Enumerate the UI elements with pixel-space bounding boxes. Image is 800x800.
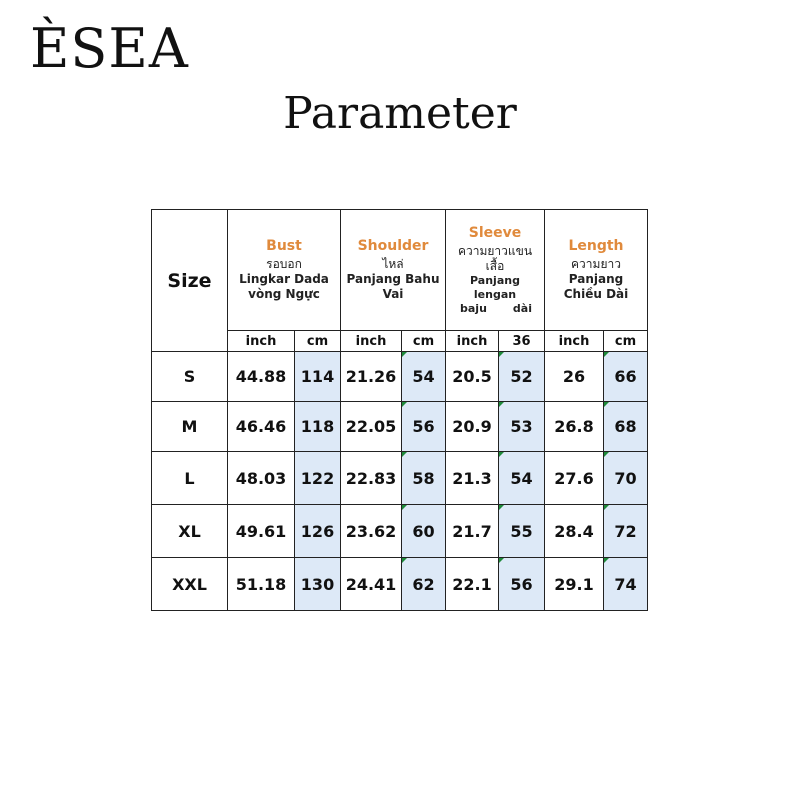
shoulder-unit-inch: inch [341, 331, 402, 352]
bust-inch-value: 51.18 [228, 558, 295, 611]
sleeve-unit-cm: 36 [499, 331, 545, 352]
length-unit-cm: cm [604, 331, 648, 352]
shoulder-unit-cm: cm [402, 331, 446, 352]
page-title: Parameter [283, 88, 517, 139]
length-cm-value: 72 [604, 505, 648, 558]
length-cm-value: 66 [604, 352, 648, 402]
bust-vietnamese: vòng Ngực [248, 287, 320, 302]
sleeve-malay: Panjang lengan [470, 274, 520, 301]
bust-cm-value: 130 [295, 558, 341, 611]
size-label: XL [152, 505, 228, 558]
sleeve-extra-right: dài [512, 301, 532, 315]
bust-cm-value: 122 [295, 452, 341, 505]
shoulder-inch-value: 24.41 [341, 558, 402, 611]
sleeve-extra-left: baju [460, 301, 487, 315]
shoulder-thai: ไหล่ [382, 257, 404, 272]
bust-inch-value: 44.88 [228, 352, 295, 402]
shoulder-inch-value: 23.62 [341, 505, 402, 558]
shoulder-inch-value: 22.05 [341, 402, 402, 452]
bust-malay: Lingkar Dada [239, 272, 329, 287]
size-label: L [152, 452, 228, 505]
sleeve-inch-value: 21.3 [446, 452, 499, 505]
length-cm-value: 74 [604, 558, 648, 611]
table-row [152, 558, 648, 611]
sleeve-header [446, 210, 545, 331]
sleeve-cm-value: 54 [499, 452, 545, 505]
size-column-header: Size [152, 210, 228, 352]
sleeve-cm-value: 56 [499, 558, 545, 611]
shoulder-title: Shoulder [357, 237, 429, 254]
table-row [152, 452, 648, 505]
sleeve-unit-inch: inch [446, 331, 499, 352]
sleeve-inch-value: 21.7 [446, 505, 499, 558]
length-inch-value: 27.6 [545, 452, 604, 505]
length-inch-value: 28.4 [545, 505, 604, 558]
brand-logo: ÈSEA [30, 17, 189, 80]
bust-title: Bust [266, 237, 302, 254]
length-inch-value: 26.8 [545, 402, 604, 452]
length-thai: ความยาว [571, 257, 621, 272]
bust-cm-value: 118 [295, 402, 341, 452]
bust-inch-value: 46.46 [228, 402, 295, 452]
sleeve-thai-2: เสื้อ [485, 259, 505, 274]
shoulder-cm-value: 62 [402, 558, 446, 611]
shoulder-cm-value: 60 [402, 505, 446, 558]
sleeve-thai-1: ความยาวแขน [457, 244, 533, 259]
shoulder-cm-value: 54 [402, 352, 446, 402]
shoulder-vietnamese: Vai [382, 287, 404, 302]
bust-unit-cm: cm [295, 331, 341, 352]
bust-cm-value: 126 [295, 505, 341, 558]
sleeve-inch-value: 20.9 [446, 402, 499, 452]
shoulder-cm-value: 58 [402, 452, 446, 505]
shoulder-malay: Panjang Bahu [346, 272, 440, 287]
length-unit-inch: inch [545, 331, 604, 352]
bust-inch-value: 48.03 [228, 452, 295, 505]
sleeve-title: Sleeve [468, 224, 522, 241]
length-malay: Panjang [568, 272, 624, 287]
sleeve-inch-value: 20.5 [446, 352, 499, 402]
table-row [152, 402, 648, 452]
shoulder-header [341, 210, 446, 331]
bust-unit-inch: inch [228, 331, 295, 352]
length-inch-value: 26 [545, 352, 604, 402]
bust-header [228, 210, 341, 331]
length-cm-value: 70 [604, 452, 648, 505]
length-vietnamese: Chiều Dài [563, 287, 629, 302]
shoulder-cm-value: 56 [402, 402, 446, 452]
bust-thai: รอบอก [266, 257, 302, 272]
size-label: S [152, 352, 228, 402]
table-row [152, 505, 648, 558]
sleeve-inch-value: 22.1 [446, 558, 499, 611]
length-cm-value: 68 [604, 402, 648, 452]
bust-cm-value: 114 [295, 352, 341, 402]
length-inch-value: 29.1 [545, 558, 604, 611]
sleeve-cm-value: 55 [499, 505, 545, 558]
length-header [545, 210, 648, 331]
table-row [152, 352, 648, 402]
sleeve-extra-line [448, 302, 542, 316]
size-chart-table [151, 209, 648, 611]
shoulder-inch-value: 22.83 [341, 452, 402, 505]
sleeve-cm-value: 52 [499, 352, 545, 402]
bust-inch-value: 49.61 [228, 505, 295, 558]
sleeve-cm-value: 53 [499, 402, 545, 452]
size-label: M [152, 402, 228, 452]
length-title: Length [568, 237, 624, 254]
size-label: XXL [152, 558, 228, 611]
shoulder-inch-value: 21.26 [341, 352, 402, 402]
